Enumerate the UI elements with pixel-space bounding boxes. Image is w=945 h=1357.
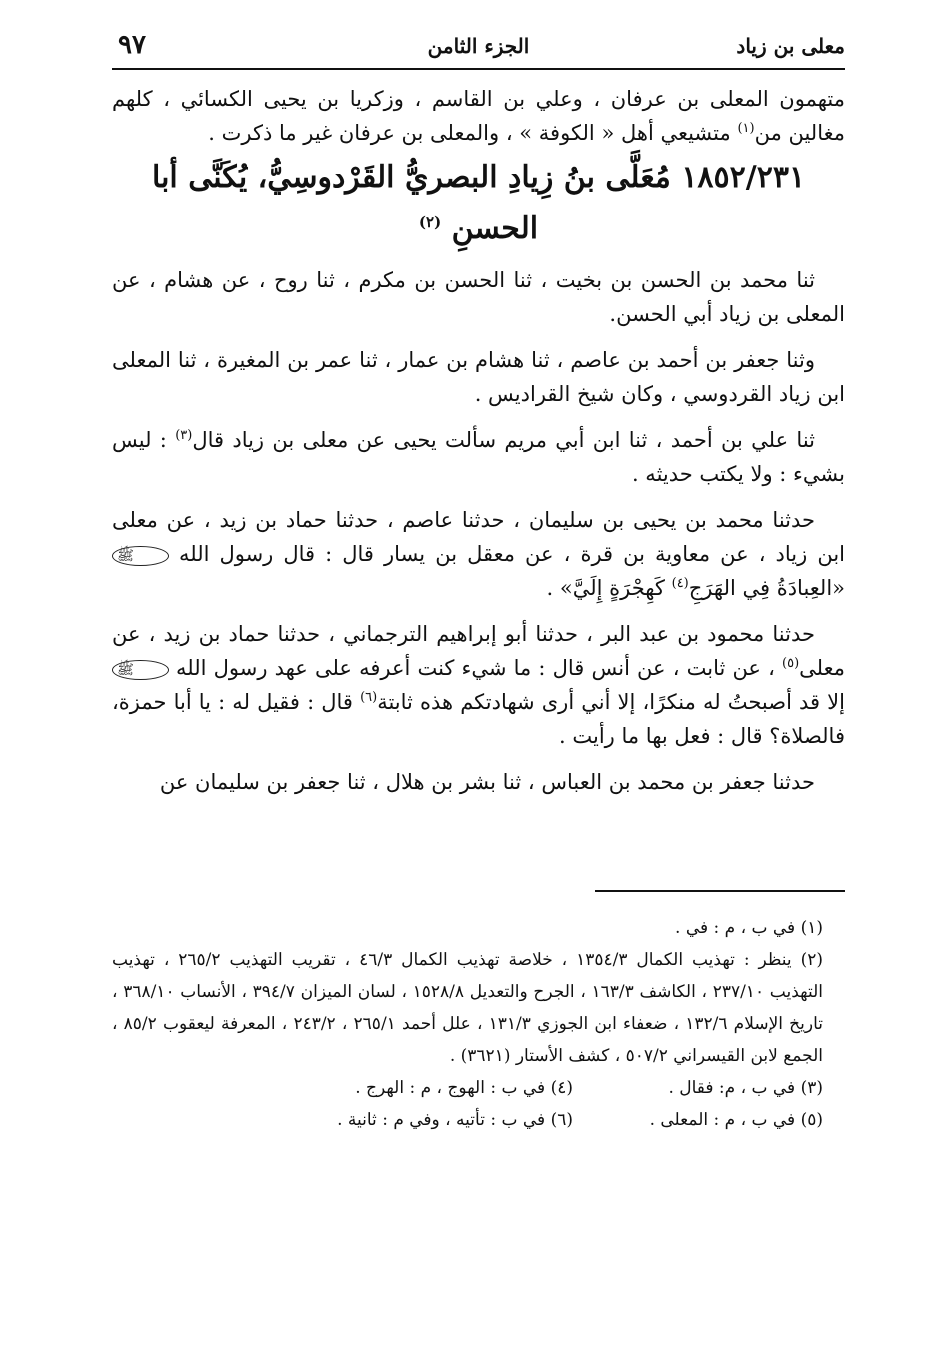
footnote-ref-2: (٢) — [418, 213, 442, 231]
paragraph — [112, 617, 845, 753]
header-title: معلى بن زياد — [736, 34, 845, 58]
footnote-ref-6: (٦) — [360, 690, 378, 705]
paragraph: ثنا محمد بن الحسن بن بخيت ، ثنا الحسن بن مكرم ، ثنا روح ، عن هشام ، عن المعلى بن زياد أبي الحسن. — [112, 268, 845, 326]
entry-heading-text: ١٨٥٢/٢٣١ مُعَلَّى بنُ زِيادِ البصريُّ القَرْدوسِيُّ، يُكَنَّى أبا الحسنِ — [151, 160, 806, 246]
footnote-divider — [595, 890, 845, 892]
paragraph: حدثنا جعفر بن محمد بن العباس ، ثنا بشر بن هلال ، ثنا جعفر بن سليمان عن — [159, 770, 815, 794]
footnote-ref-3: (٣) — [175, 428, 193, 443]
hadith-text: «العِبادَةُ فِي الهَرَجِ — [688, 576, 845, 600]
paragraph-text: ، عن ثابت ، عن أنس قال : ما شيء كنت أعرفه على عهد رسول الله — [168, 656, 783, 680]
footnote-4: (٤) في ب : الهوج ، م : الهرج . — [355, 1078, 573, 1098]
footnote-3: (٣) في ب ، م: فقال . — [668, 1078, 823, 1098]
honorific-symbol: ﷺ — [112, 546, 169, 566]
footnote-row — [112, 1072, 845, 1104]
paragraph-text: ثنا علي بن أحمد ، ثنا ابن أبي مريم سألت يحيى عن معلى بن زياد قال — [192, 428, 816, 452]
paragraph — [112, 503, 845, 605]
paragraph: وثنا جعفر بن أحمد بن عاصم ، ثنا هشام بن عمار ، ثنا عمر بن المغيرة ، ثنا المعلى ابن زياد القردوسي ، وكان شيخ القراديس . — [112, 348, 845, 406]
paragraph-text: حدثنا محمد بن يحيى بن سليمان ، حدثنا عاصم ، حدثنا حماد بن زيد ، عن معلى ابن زياد ، عن معاوية بن قرة ، عن معقل بن يسار قال : قال رسول الله — [112, 508, 845, 566]
footnote-5: (٥) في ب ، م : المعلى . — [649, 1110, 823, 1130]
footnote-6: (٦) في ب : تأتيه ، وفي م : ثانية . — [337, 1110, 573, 1130]
footnote-ref-5: (٥) — [782, 656, 800, 671]
footnote-ref-4: (٤) — [671, 576, 689, 591]
paragraph-text: قال : فقيل له : يا أبا حمزة، فالصلاة؟ قال : فعل بها ما رأيت . — [112, 690, 845, 748]
entry-heading — [112, 156, 845, 251]
header-part: الجزء الثامن — [427, 34, 530, 58]
paragraph-continuation — [112, 82, 845, 150]
main-text — [112, 82, 845, 811]
paragraph-text: حدثنا محمود بن عبد البر ، حدثنا أبو إبراهيم الترجماني ، حدثنا حماد بن زيد ، عن معلى — [112, 622, 845, 680]
honorific-symbol: ﷺ — [112, 660, 169, 680]
paragraph-text: مغالين من — [754, 121, 845, 145]
footnotes — [112, 912, 845, 1136]
running-header — [112, 28, 845, 70]
paragraph — [112, 423, 845, 491]
paragraph-text: متشيعي أهل « الكوفة » ، والمعلى بن عرفان غير ما ذكرت . — [208, 121, 738, 145]
page-number: ٩٧ — [118, 30, 146, 60]
footnote-1: (١) في ب ، م : في . — [675, 918, 823, 938]
hadith-text: كَهِجْرَةٍ إِلَيَّ» . — [546, 576, 672, 600]
footnote-2: (٢) ينظر : تهذيب الكمال ١٣٥٤/٣ ، خلاصة تهذيب الكمال ٤٦/٣ ، تقريب التهذيب ٢٦٥/٢ ، تهذيب التهذيب ٢٣٧/١٠ ، الكاشف ١٦٣/٣ ، الجرح والتعديل ١٥٢٨/٨ ، لسان الميزان ٣٩٤/٧ ، الأنساب ٣٦٨/١٠ ، تاريخ الإسلام ١٣٢/٦ ، ضعفاء ابن الجوزي ١٣١/٣ ، علل أحمد ٢٦٥/١ ، ٢٤٣/٢ ، المعرفة ليعقوب ٨٥/٢ ، الجمع لابن القيسراني ٥٠٧/٢ ، كشف الأستار (٣٦٢١) . — [112, 950, 824, 1066]
footnote-ref-1: (١) — [737, 121, 755, 136]
paragraph-text: إلا قد أصبحتُ له منكرًا، إلا أني أرى شهادتكم هذه ثابتة — [377, 690, 845, 714]
paragraph-text: متهمون المعلى بن عرفان ، وعلي بن القاسم ، وزكريا بن يحيى الكسائي ، كلهم — [112, 87, 845, 111]
paragraph-text: : ليس بشيء : ولا يكتب حديثه . — [112, 428, 845, 486]
footnote-row — [112, 1104, 845, 1136]
